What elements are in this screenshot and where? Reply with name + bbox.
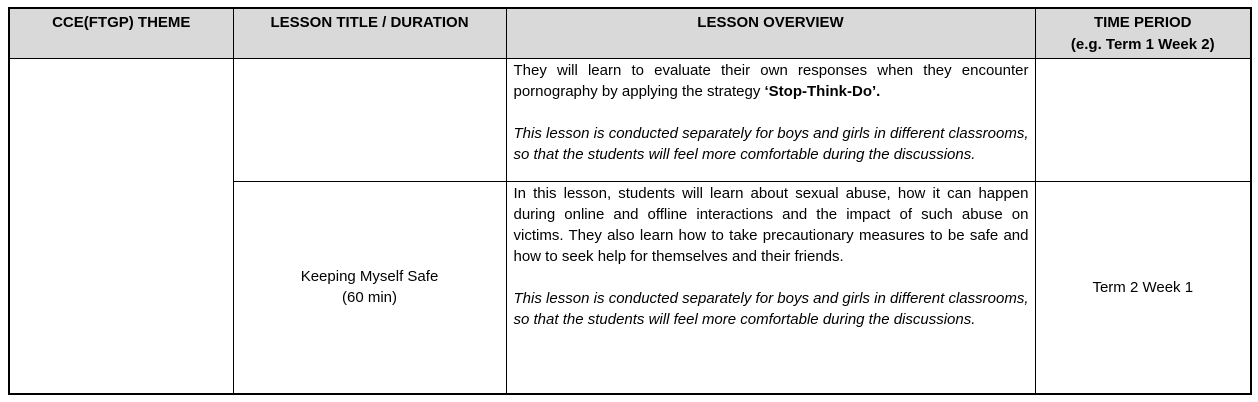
time-period-cell-row2: Term 2 Week 1 xyxy=(1035,182,1251,394)
header-row xyxy=(9,8,1251,59)
overview-cell-row2 xyxy=(506,182,1035,394)
header-time-period xyxy=(1035,8,1251,59)
overview-paragraph: In this lesson, students will learn about sexual abuse, how it can happen during online and offline interactions and the impact of such abuse on victims. They also learn how to take precautionary measures to be safe and how to seek help for themselves and their friends. xyxy=(513,185,1029,265)
overview-bold-strategy: ‘Stop-Think-Do’. xyxy=(764,83,881,100)
overview-cell-row1 xyxy=(506,59,1035,182)
table-row-1 xyxy=(9,59,1251,182)
overview-paragraph xyxy=(514,60,1029,102)
lesson-title: Keeping Myself Safe xyxy=(300,268,439,286)
lesson-title-cell-row1 xyxy=(233,59,506,182)
overview-lead-text: They will learn to evaluate their own responses when they encounter pornography by applying the strategy xyxy=(513,62,1029,100)
overview-note: This lesson is conducted separately for boys and girls in different classrooms, so that the students will feel more comfortable during the discussions. xyxy=(513,290,1029,328)
time-period-cell-row1 xyxy=(1035,59,1251,182)
header-lesson-title: LESSON TITLE / DURATION xyxy=(233,8,506,59)
lesson-title-cell-row2 xyxy=(233,182,506,394)
header-time-period-line1: TIME PERIOD xyxy=(1093,14,1192,31)
theme-cell xyxy=(9,59,233,394)
lesson-plan-table xyxy=(8,7,1252,395)
header-lesson-overview: LESSON OVERVIEW xyxy=(506,8,1035,59)
header-theme: CCE(FTGP) THEME xyxy=(9,8,233,59)
header-time-period-line2: (e.g. Term 1 Week 2) xyxy=(1070,36,1215,53)
lesson-duration: (60 min) xyxy=(341,289,397,307)
overview-note: This lesson is conducted separately for boys and girls in different classrooms, so that the students will feel more comfortable during the discussions. xyxy=(513,125,1029,163)
